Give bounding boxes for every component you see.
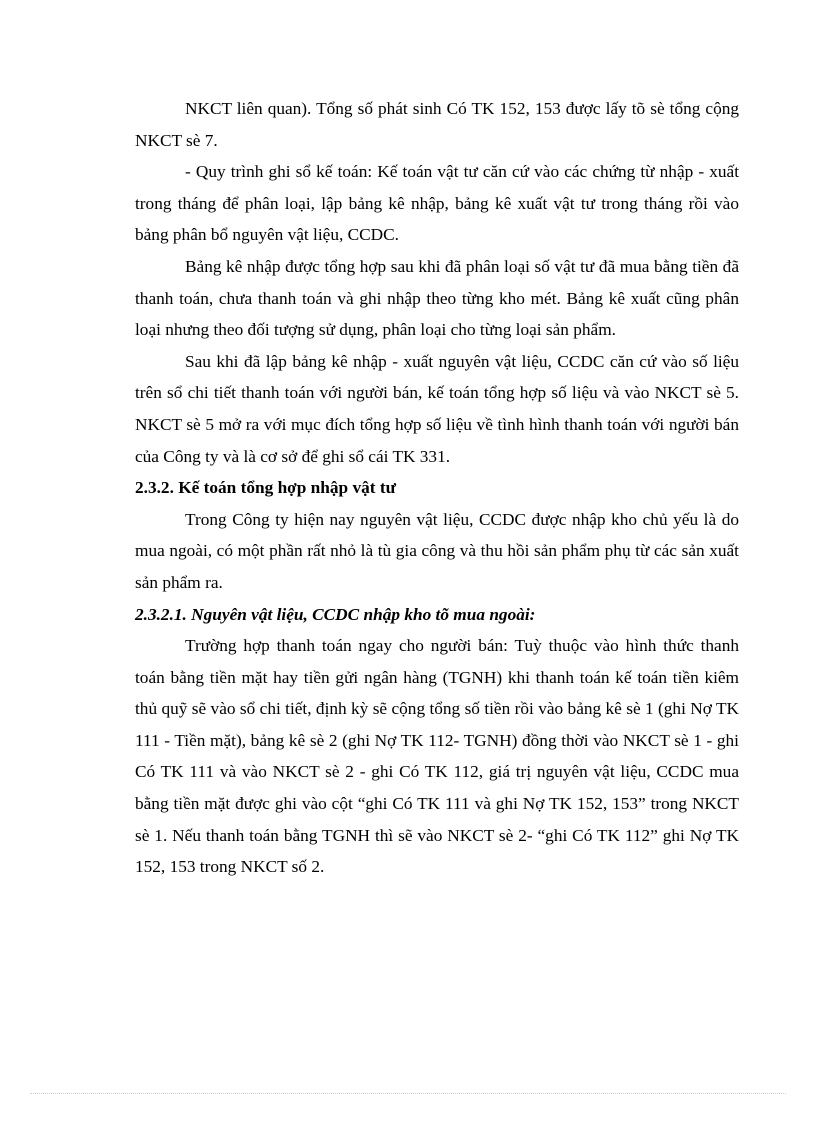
paragraph-import-list: Bảng kê nhập được tổng hợp sau khi đã phân loại số vật tư đã mua bằng tiền đã thanh toán, chưa thanh toán và ghi nhập theo từng kho mét. Bảng kê xuất cũng phân loại nhưng theo đối tượng sử dụng, phân loại cho từng loại sản phẩm.: [135, 256, 739, 340]
subsection-heading: 2.3.2.1. Nguyên vật liệu, CCDC nhập kho tõ mua ngoài:: [135, 604, 536, 624]
document-body: [135, 93, 739, 883]
page-bottom-divider: [30, 1093, 786, 1094]
paragraph-after-listing: Sau khi đã lập bảng kê nhập - xuất nguyên vật liệu, CCDC căn cứ vào số liệu trên sổ chi tiết thanh toán với người bán, kế toán tổng hợp số liệu và vào NKCT sè 5. NKCT sè 5 mở ra với mục đích tổng hợp số liệu về tình hình thanh toán với người bán của Công ty và là cơ sở để ghi sổ cái TK 331.: [135, 351, 739, 466]
paragraph-company-materials: Trong Công ty hiện nay nguyên vật liệu, CCDC được nhập kho chủ yếu là do mua ngoài, có một phần rất nhỏ là tù gia công và thu hồi sản phẩm phụ từ các sản xuất sản phẩm ra.: [135, 509, 739, 592]
paragraph-immediate-payment: Trường hợp thanh toán ngay cho người bán: Tuỳ thuộc vào hình thức thanh toán bằng tiền mặt hay tiền gửi ngân hàng (TGNH) khi thanh toán kế toán tiền kiêm thủ quỹ sẽ vào sổ chi tiết, định kỳ sẽ cộng tổng số tiền rồi vào bảng kê sè 1 (ghi Nợ TK 111 - Tiền mặt), bảng kê sè 2 (ghi Nợ TK 112- TGNH) đồng thời vào NKCT sè 1 - ghi Có TK 111 và vào NKCT sè 2 - ghi Có TK 112, giá trị nguyên vật liệu, CCDC mua bằng tiền mặt được ghi vào cột “ghi Có TK 111 và ghi Nợ TK 152, 153” trong NKCT sè 1. Nếu thanh toán bằng TGNH thì sẽ vào NKCT sè 2- “ghi Có TK 112” ghi Nợ TK 152, 153 trong NKCT số 2.: [135, 636, 739, 877]
paragraph-nkct-total: NKCT liên quan). Tổng số phát sinh Có TK 152, 153 được lấy tõ sè tổng cộng NKCT sè 7.: [135, 99, 739, 150]
paragraph-recording-process: - Quy trình ghi sổ kế toán: Kế toán vật tư căn cứ vào các chứng từ nhập - xuất trong tháng để phân loại, lập bảng kê nhập, bảng kê xuất vật tư trong tháng rồi vào bảng phân bổ nguyên vật liệu, CCDC.: [135, 162, 739, 245]
section-heading: 2.3.2. Kế toán tổng hợp nhập vật tư: [135, 478, 396, 498]
